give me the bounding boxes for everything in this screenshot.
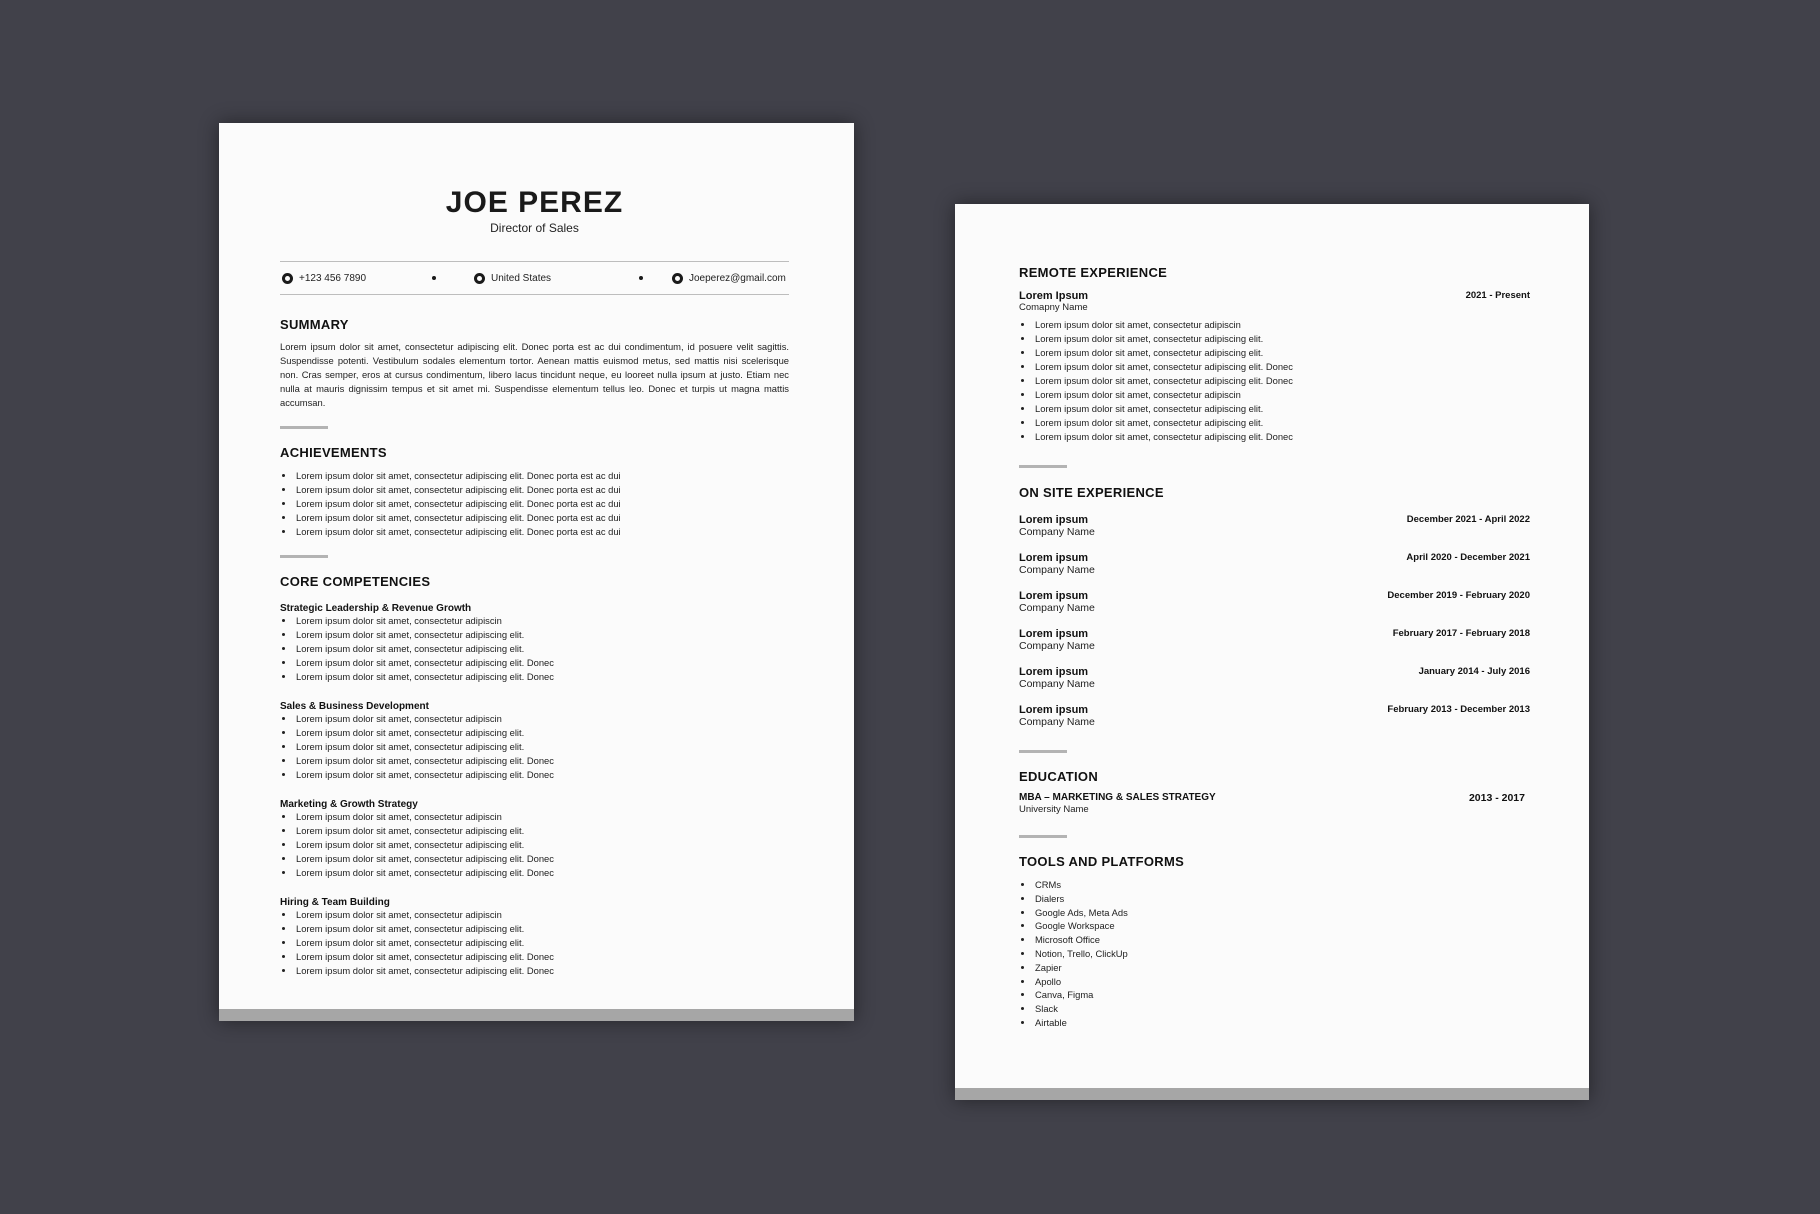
contact-location-text: United States <box>491 272 552 284</box>
list-item: • Lorem ipsum dolor sit amet, consectetur adipiscin <box>295 712 789 726</box>
list-item: • Lorem ipsum dolor sit amet, consectetur adipiscing elit. Donec porta est ac dui <box>295 497 789 511</box>
onsite-job <box>1019 666 1530 690</box>
degree: MBA – MARKETING & SALES STRATEGY <box>1019 792 1216 803</box>
list-item: • Dialers <box>1034 892 1530 906</box>
achievements-heading: ACHIEVEMENTS <box>280 445 387 460</box>
job-date: December 2019 - February 2020 <box>1387 590 1530 601</box>
onsite-job <box>1019 590 1530 614</box>
achievements-list <box>280 469 789 539</box>
job-title: Lorem ipsum <box>1019 666 1089 678</box>
list-item: • Lorem ipsum dolor sit amet, consectetur adipiscing elit. Donec <box>295 964 789 978</box>
competency-title: Marketing & Growth Strategy <box>280 799 418 810</box>
email-icon <box>672 273 683 284</box>
job-date: February 2017 - February 2018 <box>1392 628 1530 639</box>
list-item: • Slack <box>1034 1002 1530 1016</box>
job-date: February 2013 - December 2013 <box>1387 704 1530 715</box>
contact-email <box>643 273 786 284</box>
tools-list <box>1019 878 1530 1030</box>
list-item: • Lorem ipsum dolor sit amet, consectetur adipiscing elit. <box>1034 416 1530 430</box>
onsite-job <box>1019 552 1530 576</box>
list-item: • Lorem ipsum dolor sit amet, consectetur adipiscing elit. Donec porta est ac dui <box>295 469 789 483</box>
education-heading: EDUCATION <box>1019 769 1099 784</box>
list-item: • Lorem ipsum dolor sit amet, consectetur adipiscing elit. Donec <box>295 670 789 684</box>
list-item: • Notion, Trello, ClickUp <box>1034 947 1530 961</box>
list-item: • Lorem ipsum dolor sit amet, consectetur adipiscing elit. Donec <box>1034 430 1530 444</box>
competency-group <box>280 701 789 782</box>
list-item: • Lorem ipsum dolor sit amet, consectetur adipiscing elit. Donec <box>1034 374 1530 388</box>
competency-title: Strategic Leadership & Revenue Growth <box>280 603 472 614</box>
contact-phone-text: +123 456 7890 <box>299 272 367 284</box>
competencies-heading: CORE COMPETENCIES <box>280 574 431 589</box>
list-item: • Zapier <box>1034 961 1530 975</box>
summary-text: Lorem ipsum dolor sit amet, consectetur adipiscing elit. Donec porta est ac dui condimentum, id posuere velit sagittis. Suspendisse potenti. Vestibulum sodales elementum tortor. Aenean mattis euismod metus, sed mattis nisi scelerisque non. Cras semper, eros at cursus condimentum, libero lacus tincidunt neque, eu looreet nulla ipsum at justo. Etiam nec nulla at mauris dignissim tempus et sit amet mi. Suspendisse elementum tellus leo. Donec et turpis ut magna mattis accumsan. <box>280 341 789 408</box>
tools-heading: TOOLS AND PLATFORMS <box>1019 854 1185 869</box>
company-name: Company Name <box>1019 564 1095 576</box>
onsite-job <box>1019 628 1530 652</box>
school-name: University Name <box>1019 804 1089 815</box>
candidate-role: Director of Sales <box>490 221 579 235</box>
list-item: • Canva, Figma <box>1034 988 1530 1002</box>
company-name: Company Name <box>1019 716 1095 728</box>
list-item: • Google Ads, Meta Ads <box>1034 906 1530 920</box>
company-name: Company Name <box>1019 678 1095 690</box>
job-title: Lorem ipsum <box>1019 590 1089 602</box>
competency-title: Hiring & Team Building <box>280 897 390 908</box>
list-item: • Lorem ipsum dolor sit amet, consectetur adipiscing elit. <box>1034 346 1530 360</box>
list-item: • Lorem ipsum dolor sit amet, consectetur adipiscing elit. <box>1034 332 1530 346</box>
competency-list <box>280 712 789 782</box>
list-item: • Lorem ipsum dolor sit amet, consectetur adipiscing elit. Donec <box>295 768 789 782</box>
job-title: Lorem ipsum <box>1019 552 1089 564</box>
job-date: December 2021 - April 2022 <box>1406 514 1530 525</box>
remote-job-header <box>1019 290 1530 302</box>
location-pin-icon <box>474 273 485 284</box>
list-item: • Lorem ipsum dolor sit amet, consectetur adipiscin <box>295 810 789 824</box>
list-item: • Google Workspace <box>1034 919 1530 933</box>
resume-page-1 <box>219 123 854 1021</box>
onsite-job <box>1019 704 1530 728</box>
page-footer-bar <box>219 1009 854 1021</box>
contact-location <box>436 273 639 284</box>
list-item: • Lorem ipsum dolor sit amet, consectetur adipiscin <box>1034 318 1530 332</box>
competency-list <box>280 614 789 684</box>
list-item: • Lorem ipsum dolor sit amet, consectetur adipiscing elit. Donec porta est ac dui <box>295 525 789 539</box>
list-item: • Microsoft Office <box>1034 933 1530 947</box>
section-divider <box>1019 750 1067 753</box>
job-title: Lorem ipsum <box>1019 514 1089 526</box>
list-item: • Lorem ipsum dolor sit amet, consectetur adipiscing elit. <box>295 740 789 754</box>
list-item: • Lorem ipsum dolor sit amet, consectetur adipiscin <box>295 614 789 628</box>
company-name: Company Name <box>1019 640 1095 652</box>
list-item: • Lorem ipsum dolor sit amet, consectetur adipiscing elit. Donec <box>1034 360 1530 374</box>
page-footer-bar <box>955 1088 1589 1100</box>
section-divider <box>280 426 328 429</box>
list-item: • Lorem ipsum dolor sit amet, consectetur adipiscing elit. <box>295 726 789 740</box>
competency-list <box>280 908 789 978</box>
company-name: Comapny Name <box>1019 302 1088 313</box>
list-item: • Lorem ipsum dolor sit amet, consectetur adipiscing elit. Donec porta est ac dui <box>295 511 789 525</box>
company-name: Company Name <box>1019 602 1095 614</box>
remote-duties-list <box>1019 318 1530 444</box>
section-divider <box>1019 465 1067 468</box>
list-item: • Lorem ipsum dolor sit amet, consectetur adipiscing elit. <box>295 824 789 838</box>
candidate-name: JOE PEREZ <box>445 186 624 219</box>
contact-phone <box>280 273 432 284</box>
list-item: • CRMs <box>1034 878 1530 892</box>
list-item: • Lorem ipsum dolor sit amet, consectetur adipiscing elit. <box>295 642 789 656</box>
competency-group <box>280 603 789 684</box>
list-item: • Apollo <box>1034 975 1530 989</box>
list-item: • Lorem ipsum dolor sit amet, consectetur adipiscing elit. Donec <box>295 950 789 964</box>
contact-email-text: Joeperez@gmail.com <box>689 272 786 284</box>
job-title: Lorem ipsum <box>1019 628 1089 640</box>
list-item: • Lorem ipsum dolor sit amet, consectetur adipiscin <box>1034 388 1530 402</box>
onsite-heading: ON SITE EXPERIENCE <box>1019 485 1164 500</box>
list-item: • Lorem ipsum dolor sit amet, consectetur adipiscing elit. Donec <box>295 656 789 670</box>
list-item: • Lorem ipsum dolor sit amet, consectetur adipiscing elit. Donec <box>295 852 789 866</box>
competency-group <box>280 897 789 978</box>
resume-page-2 <box>955 204 1589 1100</box>
company-name: Company Name <box>1019 526 1095 538</box>
job-date: January 2014 - July 2016 <box>1418 666 1530 677</box>
list-item: • Lorem ipsum dolor sit amet, consectetur adipiscin <box>295 908 789 922</box>
contact-bar <box>280 261 789 295</box>
competency-group <box>280 799 789 880</box>
list-item: • Lorem ipsum dolor sit amet, consectetur adipiscing elit. <box>295 628 789 642</box>
job-date: April 2020 - December 2021 <box>1406 552 1530 563</box>
competency-list <box>280 810 789 880</box>
summary-heading: SUMMARY <box>280 317 349 332</box>
list-item: • Lorem ipsum dolor sit amet, consectetur adipiscing elit. Donec <box>295 866 789 880</box>
job-title: Lorem ipsum <box>1019 704 1089 716</box>
list-item: • Lorem ipsum dolor sit amet, consectetur adipiscing elit. Donec porta est ac dui <box>295 483 789 497</box>
list-item: • Lorem ipsum dolor sit amet, consectetur adipiscing elit. <box>295 922 789 936</box>
list-item: • Lorem ipsum dolor sit amet, consectetur adipiscing elit. Donec <box>295 754 789 768</box>
remote-heading: REMOTE EXPERIENCE <box>1019 265 1168 280</box>
list-item: • Lorem ipsum dolor sit amet, consectetur adipiscing elit. <box>295 936 789 950</box>
competency-title: Sales & Business Development <box>280 701 429 712</box>
job-date: 2021 - Present <box>1465 290 1530 301</box>
list-item: • Airtable <box>1034 1016 1530 1030</box>
onsite-job <box>1019 514 1530 538</box>
education-date: 2013 - 2017 <box>1468 792 1525 804</box>
job-title: Lorem Ipsum <box>1019 290 1089 302</box>
education-entry <box>1019 792 1530 804</box>
list-item: • Lorem ipsum dolor sit amet, consectetur adipiscing elit. <box>1034 402 1530 416</box>
section-divider <box>1019 835 1067 838</box>
list-item: • Lorem ipsum dolor sit amet, consectetur adipiscing elit. <box>295 838 789 852</box>
section-divider <box>280 555 328 558</box>
phone-icon <box>282 273 293 284</box>
